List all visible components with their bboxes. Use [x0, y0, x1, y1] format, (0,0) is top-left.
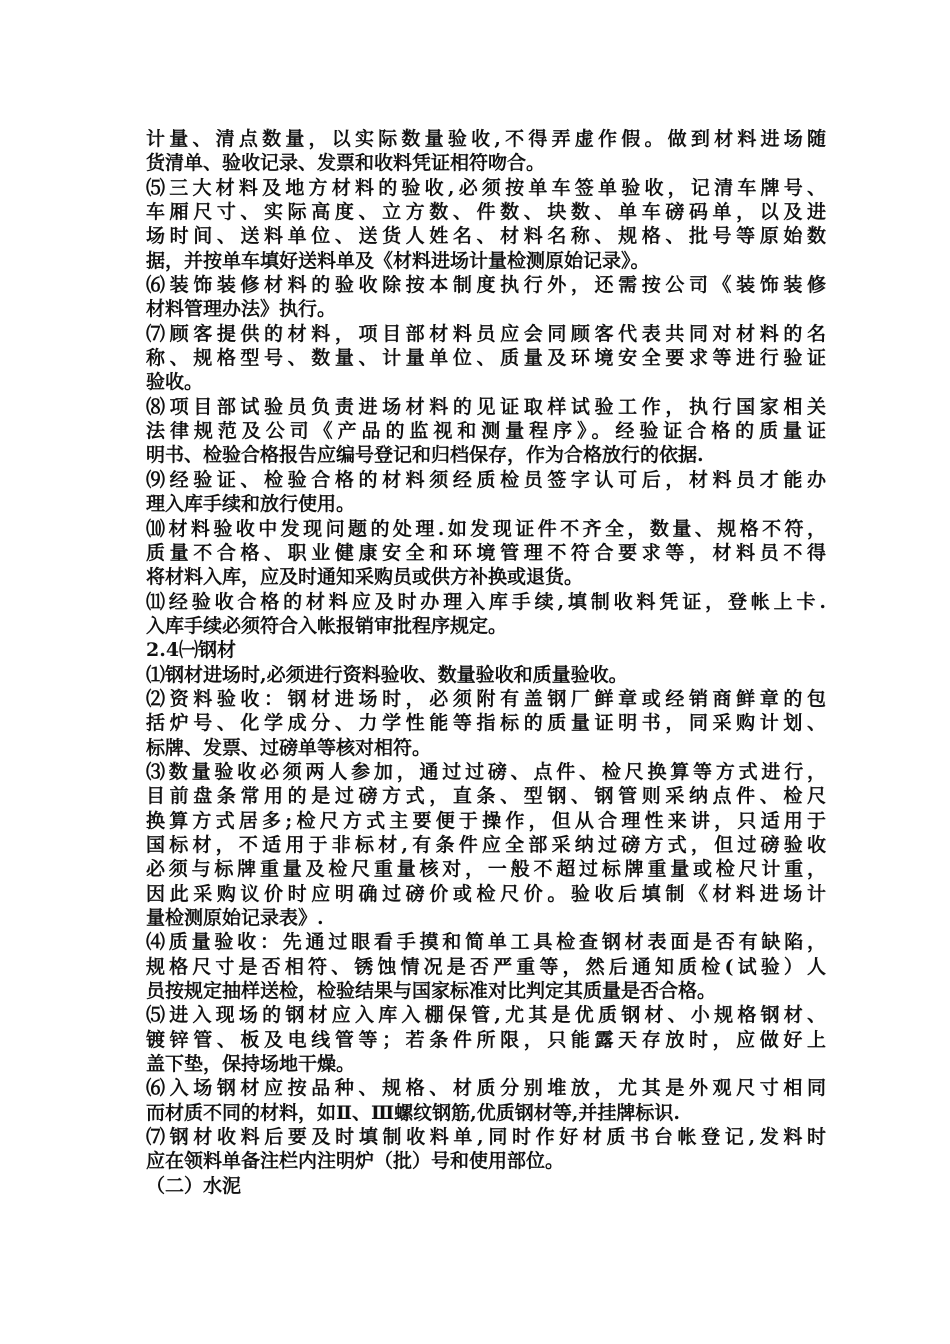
paragraph-line: 规格尺寸是否相符、锈蚀情况是否严重等，然后通知质检(试验）人 — [146, 955, 826, 978]
paragraph-line: ⑴钢材进场时,必须进行资料验收、数量验收和质量验收。 — [146, 663, 628, 686]
paragraph-line: 验收。 — [146, 371, 204, 394]
paragraph — [146, 760, 826, 930]
paragraph-line: 镀锌管、板及电线管等；若条件所限，只能露天存放时，应做好上 — [146, 1028, 826, 1051]
paragraph — [146, 1076, 826, 1125]
document-page — [146, 127, 826, 1198]
paragraph-line: 必须与标牌重量及检尺重量核对，一般不超过标牌重量或检尺计重， — [146, 858, 826, 881]
paragraph-line: 法律规范及公司《产品的监视和测量程序》。经验证合格的质量证 — [146, 420, 826, 443]
heading-text: 2.4㈠钢材 — [146, 639, 237, 662]
paragraph-line: 质量不合格、职业健康安全和环境管理不符合要求等，材料员不得 — [146, 541, 826, 564]
paragraph-line: 材料管理办法》执行。 — [146, 298, 337, 321]
paragraph-line: ⑹装饰装修材料的验收除按本制度执行外，还需按公司《装饰装修 — [146, 274, 826, 297]
paragraph — [146, 687, 826, 760]
paragraph-line: ⑶数量验收必须两人参加，通过过磅、点件、检尺换算等方式进行， — [146, 760, 826, 783]
paragraph — [146, 468, 826, 517]
paragraph-line: 应在领料单备注栏内注明炉（批）号和使用部位。 — [146, 1150, 565, 1173]
paragraph — [146, 1125, 826, 1174]
paragraph-line: ⑸三大材料及地方材料的验收,必须按单车签单验收，记清车牌号、 — [146, 176, 826, 199]
paragraph — [146, 1003, 826, 1076]
paragraph — [146, 663, 826, 687]
paragraph-line: ⑼经验证、检验合格的材料须经质检员签字认可后，材料员才能办 — [146, 468, 826, 491]
paragraph-line: 计量、清点数量，以实际数量验收,不得弄虚作假。做到材料进场随 — [146, 128, 826, 150]
paragraph-line: 将材料入库，应及时通知采购员或供方补换或退货。 — [146, 566, 584, 589]
paragraph — [146, 930, 826, 1003]
paragraph-line: ⑾经验收合格的材料应及时办理入库手续,填制收料凭证，登帐上卡. — [146, 590, 826, 613]
paragraph-line: ⑺顾客提供的材料，项目部材料员应会同顾客代表共同对材料的名 — [146, 322, 826, 345]
paragraph — [146, 127, 826, 176]
heading-text: （二）水泥 — [146, 1174, 242, 1197]
paragraph — [146, 273, 826, 322]
paragraph-line: 量检测原始记录表》. — [146, 907, 324, 929]
paragraph-line: ⑵资料验收：钢材进场时，必须附有盖钢厂鲜章或经销商鲜章的包 — [146, 687, 826, 710]
paragraph-line: 车厢尺寸、实际高度、立方数、件数、块数、单车磅码单，以及进 — [146, 201, 826, 224]
paragraph-line: 盖下垫，保持场地干燥。 — [146, 1053, 356, 1076]
paragraph-line: ⑽材料验收中发现问题的处理.如发现证件不齐全，数量、规格不符， — [146, 517, 826, 540]
paragraph-line: 货清单、验收记录、发票和收料凭证相符吻合。 — [146, 152, 546, 175]
paragraph-line: ⑷质量验收：先通过眼看手摸和简单工具检查钢材表面是否有缺陷， — [146, 931, 826, 954]
paragraph — [146, 176, 826, 273]
paragraph — [146, 395, 826, 468]
paragraph-line: 理入库手续和放行使用。 — [146, 493, 356, 516]
paragraph-line: 换算方式居多;检尺方式主要便于操作，但从合理性来讲，只适用于 — [146, 809, 826, 832]
paragraph-line: 员按规定抽样送检，检验结果与国家标准对比判定其质量是否合格。 — [146, 980, 717, 1003]
section-heading — [146, 638, 826, 662]
paragraph-line: 明书、检验合格报告应编号登记和归档保存，作为合格放行的依据. — [146, 444, 704, 467]
paragraph-line: ⑻项目部试验员负责进场材料的见证取样试验工作，执行国家相关 — [146, 395, 826, 418]
paragraph-line: 称、规格型号、数量、计量单位、质量及环境安全要求等进行验证 — [146, 347, 826, 370]
paragraph — [146, 590, 826, 639]
paragraph — [146, 517, 826, 590]
paragraph-line: 标牌、发票、过磅单等核对相符。 — [146, 736, 432, 759]
paragraph-line: 场时间、送料单位、送货人姓名、材料名称、规格、批号等原始数 — [146, 225, 826, 248]
paragraph — [146, 322, 826, 395]
paragraph-line: ⑸进入现场的钢材应入库入棚保管,尤其是优质钢材、小规格钢材、 — [146, 1004, 826, 1027]
section-heading — [146, 1174, 826, 1198]
paragraph-line: ⑺钢材收料后要及时填制收料单,同时作好材质书台帐登记,发料时 — [146, 1126, 826, 1149]
paragraph-line: 国标材，不适用于非标材,有条件应全部采纳过磅方式，但过磅验收 — [146, 833, 826, 856]
paragraph-line: 括炉号、化学成分、力学性能等指标的质量证明书，同采购计划、 — [146, 712, 826, 735]
paragraph-line: 因此采购议价时应明确过磅价或检尺价。验收后填制《材料进场计 — [146, 882, 826, 905]
paragraph-line: 入库手续必须符合入帐报销审批程序规定。 — [146, 614, 508, 637]
paragraph-line: ⑹入场钢材应按品种、规格、材质分别堆放，尤其是外观尺寸相同 — [146, 1077, 826, 1100]
paragraph-line: 据，并按单车填好送料单及《材料进场计量检测原始记录》。 — [146, 249, 650, 272]
paragraph-line: 目前盘条常用的是过磅方式，直条、型钢、钢管则采纳点件、检尺 — [146, 785, 826, 808]
paragraph-line: 而材质不同的材料，如Ⅱ、Ⅲ螺纹钢筋,优质钢材等,并挂牌标识. — [146, 1101, 680, 1124]
